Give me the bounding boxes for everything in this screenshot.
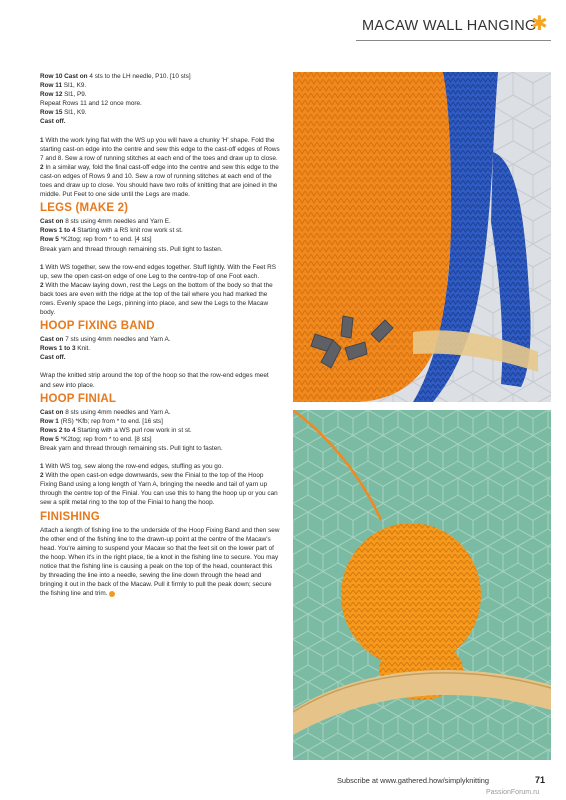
macaw-body-illustration	[293, 72, 551, 402]
hoop-finial-illustration	[293, 410, 551, 760]
finishing-heading: FINISHING	[40, 510, 100, 523]
row-instruction: Row 1 (RS) *Kfb; rep from * to end. [16 sts]	[40, 417, 163, 425]
pattern-text-column	[40, 72, 280, 598]
feet-step-2: 2 In a similar way, fold the final cast-off edge into the centre and sew this edge to the cast-on edges of Rows 9 and 10. Sew a row of running stitches at each end of the toes and draw up to close. You should have two rolls of knitting that are joined in the middle. Put Feet to one side until the Legs are made.	[40, 163, 279, 199]
asterisk-icon: ✱	[531, 13, 548, 35]
legs-step-2: 2 With the Macaw laying down, rest the Legs on the bottom of the body so that the back toes are even with the ridge at the top of the tail where you had marked the rows. Evenly space the Legs, pinning into place, and sew the Legs to the Macaw body.	[40, 281, 273, 317]
finial-step-1: 1 With WS tog, sew along the row-end edges, stuffing as you go.	[40, 463, 224, 471]
finishing-step: Attach a length of fishing line to the underside of the Hoop Fixing Band and then sew the other end of the fishing line to the drawn-up point at the centre of the Macaw's head. You're aiming to suspend your Macaw so that the feet sit on the lower part of the hoop. When it's in the right place, tie a knot in the fishing line to secure. You may notice that the fishing line is causing a peak on the top of the head, counteract this by threading the line into a needle, sewing the line down through the head and bringing it out in the back of the Macaw. Pull it firmly to pull the peak down; secure the fishing line and trim.	[40, 526, 280, 598]
cast-off-instruction: Cast off.	[40, 118, 66, 126]
row-instruction: Row 5 *K2tog; rep from * to end. [4 sts]	[40, 236, 152, 244]
macaw-body-photo	[293, 72, 551, 402]
feet-step-1: 1 With the work lying flat with the WS up you will have a chunky 'H' shape. Fold the starting cast-on edge into the centre and sew this edge to the cast-off edges of Rows 7 and 8. Sew a row of running stitches at each end of the toes and draw up to close.	[40, 136, 280, 162]
header-divider	[356, 40, 551, 41]
break-instruction: Break yarn and thread through remaining sts. Pull tight to fasten.	[40, 245, 223, 253]
finial-step-2: 2 With the open cast-on edge downwards, sew the Finial to the top of the Hoop Fixing Band using a long length of Yarn A, bringing the needle and tail of yarn up through the centre top of the Finial. You can use this to hang the hoop up or you can sew a split metal ring to the top of the Finial to hang the hoop.	[40, 472, 278, 507]
hoop-finial-photo	[293, 410, 551, 760]
row-instruction: Row 12 Sl1, P9.	[40, 91, 87, 99]
band-step: Wrap the knitted strip around the top of the hoop so that the row-end edges meet and sew into place.	[40, 372, 269, 389]
legs-heading: LEGS (MAKE 2)	[40, 202, 129, 215]
legs-step-1: 1 With WS together, sew the row-end edges together. Stuff lightly. With the Feet RS up, sew the open cast-on edge of one Leg to the centre-top of one Foot each.	[40, 263, 276, 280]
row-instruction: Cast on 7 sts using 4mm needles and Yarn A.	[40, 336, 171, 344]
row-instruction: Rows 1 to 4 Starting with a RS knit row work st st.	[40, 227, 183, 235]
subscribe-link[interactable]: Subscribe at www.gathered.how/simplyknitting	[337, 776, 489, 785]
end-mark-icon	[109, 591, 115, 597]
row-instruction: Cast on 8 sts using 4mm needles and Yarn A.	[40, 408, 171, 416]
row-instruction: Row 15 Sl1, K9.	[40, 109, 87, 117]
row-instruction: Cast on 8 sts using 4mm needles and Yarn E.	[40, 218, 171, 226]
repeat-instruction: Repeat Rows 11 and 12 once more.	[40, 100, 142, 108]
section-title: MACAW WALL HANGING	[362, 18, 537, 34]
hoop-fixing-band-heading: HOOP FIXING BAND	[40, 320, 155, 333]
break-instruction: Break yarn and thread through remaining sts. Pull tight to fasten.	[40, 445, 223, 452]
row-instruction: Row 11 Sl1, K9.	[40, 82, 87, 90]
watermark: PassionForum.ru	[486, 789, 540, 796]
row-instruction: Row 5 *K2tog; rep from * to end. [8 sts]	[40, 435, 152, 443]
row-instruction: Rows 1 to 3 Knit.	[40, 345, 91, 353]
hoop-finial-heading: HOOP FINIAL	[40, 392, 117, 405]
page-number: 71	[535, 775, 546, 785]
row-instruction: Row 10 Cast on 4 sts to the LH needle, P10. [10 sts]	[40, 73, 191, 80]
cast-off-instruction: Cast off.	[40, 354, 66, 362]
row-instruction: Rows 2 to 4 Starting with a WS purl row work in st st.	[40, 426, 192, 434]
